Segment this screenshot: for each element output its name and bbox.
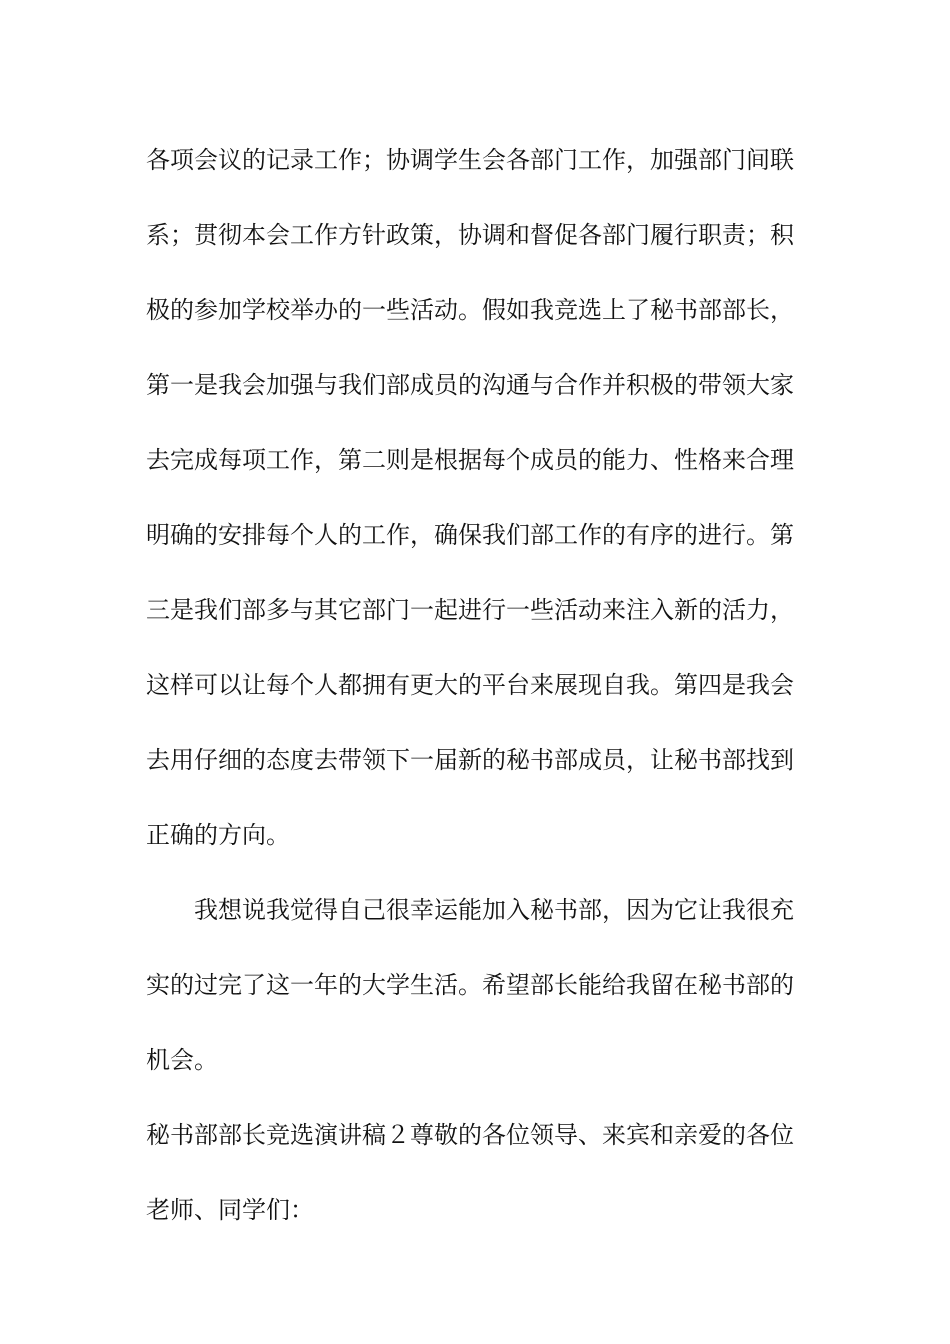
- text-line: 正确的方向。: [146, 821, 290, 849]
- text-line: 系；贯彻本会工作方针政策，协调和督促各部门履行职责；积: [146, 221, 794, 249]
- text-line: 老师、同学们：: [146, 1196, 314, 1224]
- text-line: 三是我们部多与其它部门一起进行一些活动来注入新的活力，: [146, 596, 794, 624]
- text-line: 这样可以让每个人都拥有更大的平台来展现自我。第四是我会: [146, 671, 794, 699]
- text-line: 极的参加学校举办的一些活动。假如我竞选上了秘书部部长，: [146, 296, 794, 324]
- text-line: 各项会议的记录工作；协调学生会各部门工作，加强部门间联: [146, 146, 794, 174]
- text-line: 实的过完了这一年的大学生活。希望部长能给我留在秘书部的: [146, 971, 794, 999]
- text-line: 去用仔细的态度去带领下一届新的秘书部成员，让秘书部找到: [146, 746, 794, 774]
- text-line: 我想说我觉得自己很幸运能加入秘书部，因为它让我很充: [146, 896, 794, 924]
- text-line: 去完成每项工作，第二则是根据每个成员的能力、性格来合理: [146, 446, 794, 474]
- text-line: 第一是我会加强与我们部成员的沟通与合作并积极的带领大家: [146, 371, 794, 399]
- text-line: 明确的安排每个人的工作，确保我们部工作的有序的进行。第: [146, 521, 794, 549]
- document-body: [146, 123, 806, 1248]
- text-line: 秘书部部长竞选演讲稿２尊敬的各位领导、来宾和亲爱的各位: [146, 1121, 794, 1149]
- text-line: 机会。: [146, 1046, 218, 1074]
